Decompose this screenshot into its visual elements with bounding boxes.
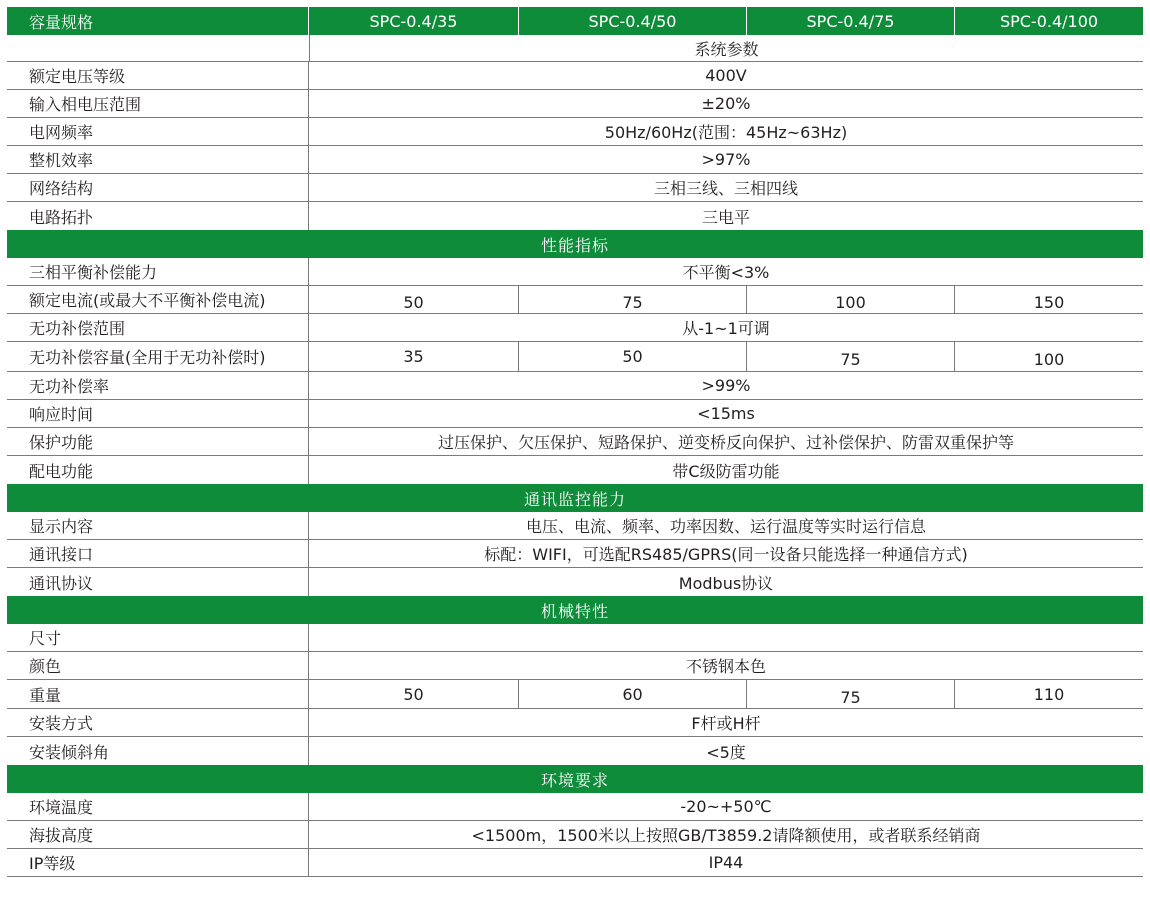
row-value: >97% xyxy=(701,150,751,169)
row-value-3: 75 xyxy=(747,680,955,708)
header-label: 容量规格 xyxy=(7,7,309,35)
section-title: 系统参数 xyxy=(309,35,1143,61)
row-value-3: 100 xyxy=(747,286,955,313)
row-label: 安装方式 xyxy=(7,709,309,736)
row-label: 安装倾斜角 xyxy=(7,737,309,765)
table-header xyxy=(7,7,1143,35)
row-label: 网络结构 xyxy=(7,174,309,201)
table-row xyxy=(7,118,1143,146)
table-row xyxy=(7,568,1143,596)
row-label: 配电功能 xyxy=(7,456,309,484)
row-label: 显示内容 xyxy=(7,512,309,539)
table-row xyxy=(7,62,1143,90)
row-label: 重量 xyxy=(7,680,309,708)
row-value: ±20% xyxy=(701,94,751,113)
row-label: 保护功能 xyxy=(7,428,309,455)
row-label: 输入相电压范围 xyxy=(7,90,309,117)
row-label: 电路拓扑 xyxy=(7,202,309,230)
row-value: 过压保护、欠压保护、短路保护、逆变桥反向保护、过补偿保护、防雷双重保护等 xyxy=(437,433,1014,452)
row-label: 环境温度 xyxy=(7,793,309,820)
section-title: 通讯监控能力 xyxy=(523,489,626,509)
table-row xyxy=(7,709,1143,737)
section-title: 性能指标 xyxy=(540,235,609,255)
row-value-4: 150 xyxy=(1033,293,1065,312)
row-value xyxy=(309,624,1143,651)
row-value-2: 75 xyxy=(519,286,747,313)
row-label: 电网频率 xyxy=(7,118,309,145)
header-model-3: SPC-0.4/75 xyxy=(747,7,955,35)
row-value-4: 100 xyxy=(1033,350,1065,369)
section-mechanical xyxy=(7,596,1143,624)
row-label: 三相平衡补偿能力 xyxy=(7,258,309,285)
section-communication xyxy=(7,484,1143,512)
row-value-1: 50 xyxy=(309,680,519,708)
row-value: <1500m，1500米以上按照GB/T3859.2请降额使用，或者联系经销商 xyxy=(471,826,981,845)
table-row xyxy=(7,680,1143,709)
row-value: 电压、电流、频率、功率因数、运行温度等实时运行信息 xyxy=(525,517,926,536)
section-system-params xyxy=(7,35,1143,62)
row-value: 标配：WIFI，可选配RS485/GPRS(同一设备只能选择一种通信方式) xyxy=(484,545,968,564)
row-value: 50Hz/60Hz(范围：45Hz~63Hz) xyxy=(604,123,848,142)
row-label: 整机效率 xyxy=(7,146,309,173)
row-label: 额定电流(或最大不平衡补偿电流) xyxy=(7,286,309,313)
table-row xyxy=(7,540,1143,568)
spec-table xyxy=(7,7,1143,877)
row-label: 颜色 xyxy=(7,652,309,679)
table-row xyxy=(7,286,1143,314)
row-value: <15ms xyxy=(697,404,755,423)
table-row xyxy=(7,372,1143,400)
table-row xyxy=(7,258,1143,286)
section-environment xyxy=(7,765,1143,793)
row-value-3: 75 xyxy=(747,342,955,371)
row-value: >99% xyxy=(701,376,751,395)
table-row xyxy=(7,174,1143,202)
table-row xyxy=(7,737,1143,765)
row-value: F杆或H杆 xyxy=(691,714,761,733)
row-label: 无功补偿率 xyxy=(7,372,309,399)
table-row xyxy=(7,90,1143,118)
section-performance xyxy=(7,230,1143,258)
table-row xyxy=(7,793,1143,821)
table-row xyxy=(7,624,1143,652)
row-value-2: 60 xyxy=(519,680,747,708)
row-value: 不平衡<3% xyxy=(682,263,770,282)
row-label: 通讯接口 xyxy=(7,540,309,567)
table-row xyxy=(7,146,1143,174)
row-value-4: 110 xyxy=(1033,684,1065,704)
row-value: -20~+50℃ xyxy=(680,797,772,816)
table-row xyxy=(7,652,1143,680)
row-value: <5度 xyxy=(706,742,746,762)
row-value-1: 35 xyxy=(309,342,519,371)
row-value: 带C级防雷功能 xyxy=(672,461,780,481)
header-model-2: SPC-0.4/50 xyxy=(519,7,747,35)
row-value-1: 50 xyxy=(309,286,519,313)
row-label: 额定电压等级 xyxy=(7,62,309,89)
row-value: 三电平 xyxy=(701,207,750,227)
table-row xyxy=(7,342,1143,372)
row-label: 通讯协议 xyxy=(7,568,309,596)
row-label: 海拔高度 xyxy=(7,821,309,848)
table-row xyxy=(7,400,1143,428)
row-value: 从-1~1可调 xyxy=(682,319,770,338)
header-model-4: SPC-0.4/100 xyxy=(999,11,1099,31)
row-value: 400V xyxy=(705,66,747,85)
row-label: IP等级 xyxy=(7,849,309,876)
table-row xyxy=(7,456,1143,484)
table-row xyxy=(7,512,1143,540)
row-value: IP44 xyxy=(708,853,744,872)
table-row xyxy=(7,314,1143,342)
table-row xyxy=(7,849,1143,877)
row-value: 三相三线、三相四线 xyxy=(653,179,798,198)
row-label: 响应时间 xyxy=(7,400,309,427)
section-title: 环境要求 xyxy=(540,770,609,790)
section-title: 机械特性 xyxy=(540,601,609,621)
row-label: 无功补偿容量(全用于无功补偿时) xyxy=(7,342,309,371)
table-row xyxy=(7,202,1143,230)
header-model-1: SPC-0.4/35 xyxy=(309,7,519,35)
row-value: 不锈钢本色 xyxy=(685,657,766,676)
row-value-2: 50 xyxy=(519,342,747,371)
table-row xyxy=(7,428,1143,456)
table-row xyxy=(7,821,1143,849)
row-label: 尺寸 xyxy=(7,624,309,651)
row-value: Modbus协议 xyxy=(678,573,774,593)
row-label: 无功补偿范围 xyxy=(7,314,309,341)
